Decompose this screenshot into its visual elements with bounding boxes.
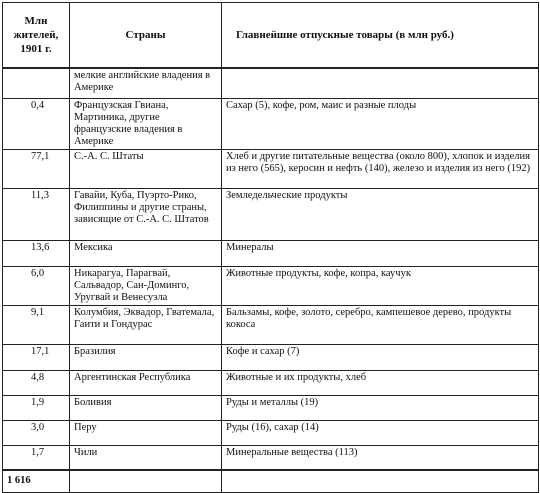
table-row bbox=[3, 370, 539, 395]
table-row bbox=[3, 305, 539, 344]
population-cell: 77,1 bbox=[3, 149, 70, 188]
total-population: 1 616 bbox=[3, 470, 70, 492]
table-row bbox=[3, 240, 539, 266]
goods-cell: Минеральные вещества (113) bbox=[222, 445, 539, 470]
goods-cell: Руды (16), сахар (14) bbox=[222, 420, 539, 445]
header-row bbox=[3, 3, 539, 69]
country-cell: Бразилия bbox=[70, 344, 222, 370]
header-countries: Страны bbox=[70, 3, 222, 69]
header-population-line: Млн bbox=[24, 15, 48, 27]
table-row bbox=[3, 266, 539, 305]
country-cell: Колумбия, Эквадор, Гватемала, Гаити и Гондурас bbox=[70, 305, 222, 344]
total-empty-cell bbox=[70, 470, 222, 492]
table-row bbox=[3, 445, 539, 470]
goods-cell: Сахар (5), кофе, ром, маис и разные плоды bbox=[222, 98, 539, 149]
table-row bbox=[3, 149, 539, 188]
country-cell: С.-А. С. Штаты bbox=[70, 149, 222, 188]
goods-cell: Кофе и сахар (7) bbox=[222, 344, 539, 370]
goods-cell: Руды и металлы (19) bbox=[222, 395, 539, 420]
country-cell: Мексика bbox=[70, 240, 222, 266]
country-cell: Гавайи, Куба, Пуэрто-Рико, Филиппины и другие страны, зависящие от С.-А. С. Штатов bbox=[70, 188, 222, 240]
total-empty-cell bbox=[222, 470, 539, 492]
table-row bbox=[3, 344, 539, 370]
table-row bbox=[3, 395, 539, 420]
total-row bbox=[3, 470, 539, 492]
population-cell: 6,0 bbox=[3, 266, 70, 305]
table-row bbox=[3, 420, 539, 445]
population-cell: 13,6 bbox=[3, 240, 70, 266]
country-cell: Аргентинская Республика bbox=[70, 370, 222, 395]
country-cell: Никарагуа, Парагвай, Сальвадор, Сан-Доминго, Уругвай и Венесуэла bbox=[70, 266, 222, 305]
table-row bbox=[3, 98, 539, 149]
population-cell: 1,7 bbox=[3, 445, 70, 470]
population-cell: 11,3 bbox=[3, 188, 70, 240]
header-population-line: 1901 г. bbox=[20, 43, 52, 55]
population-cell: 9,1 bbox=[3, 305, 70, 344]
population-cell: 17,1 bbox=[3, 344, 70, 370]
population-cell: 3,0 bbox=[3, 420, 70, 445]
goods-cell: Минералы bbox=[222, 240, 539, 266]
goods-cell: Животные и их продукты, хлеб bbox=[222, 370, 539, 395]
table-row bbox=[3, 68, 539, 98]
table-row bbox=[3, 188, 539, 240]
goods-cell: Хлеб и другие питательные вещества (около 800), хлопок и изделия из него (565), керосин и нефть (140), железо и изделия из него (192) bbox=[222, 149, 539, 188]
goods-cell: Земледельческие продукты bbox=[222, 188, 539, 240]
goods-cell: Животные продукты, кофе, копра, каучук bbox=[222, 266, 539, 305]
header-population-line: жителей, bbox=[13, 29, 59, 41]
country-cell: Боливия bbox=[70, 395, 222, 420]
header-population bbox=[3, 3, 70, 69]
population-cell bbox=[3, 68, 70, 98]
goods-cell: Бальзамы, кофе, золото, серебро, кампешевое дерево, продукты кокоса bbox=[222, 305, 539, 344]
population-cell: 4,8 bbox=[3, 370, 70, 395]
country-cell: Французская Гвиана, Мартиника, другие французские владения в Америке bbox=[70, 98, 222, 149]
population-cell: 0,4 bbox=[3, 98, 70, 149]
exports-table bbox=[2, 2, 539, 493]
country-cell: Перу bbox=[70, 420, 222, 445]
header-goods: Главнейшие отпускные товары (в млн руб.) bbox=[222, 3, 539, 69]
country-cell: мелкие английские владения в Америке bbox=[70, 68, 222, 98]
population-cell: 1,9 bbox=[3, 395, 70, 420]
goods-cell bbox=[222, 68, 539, 98]
country-cell: Чили bbox=[70, 445, 222, 470]
